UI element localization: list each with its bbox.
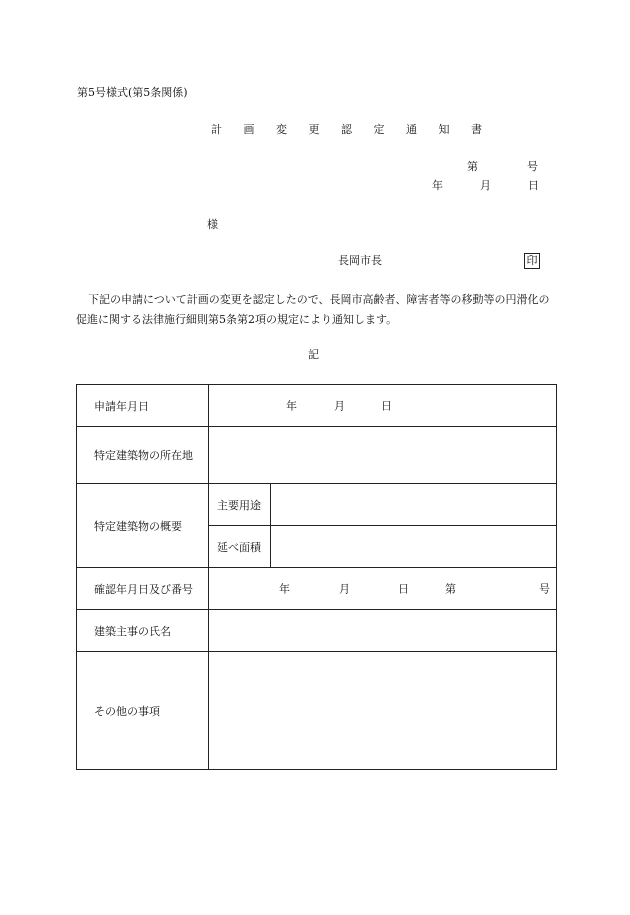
main-use-field[interactable] <box>271 484 557 526</box>
other-label: その他の事項 <box>77 652 209 770</box>
confirmation-label: 確認年月日及び番号 <box>77 568 209 610</box>
application-date-label: 申請年月日 <box>77 385 209 427</box>
doc-number-dai: 第 <box>467 160 478 173</box>
application-date-month: 月 <box>334 399 345 412</box>
confirmation-year: 年 <box>279 582 290 595</box>
addressee-suffix: 様 <box>207 218 218 231</box>
document-title: 計 画 変 更 認 定 通 知 書 <box>211 123 491 136</box>
other-field[interactable] <box>209 652 557 770</box>
date-month: 月 <box>480 179 491 192</box>
application-date-day: 日 <box>381 399 392 412</box>
date-day: 日 <box>528 179 539 192</box>
form-number: 第5号様式(第5条関係) <box>77 86 188 99</box>
location-label: 特定建築物の所在地 <box>77 427 209 484</box>
chief-engineer-label: 建築主事の氏名 <box>77 610 209 652</box>
confirmation-day: 日 <box>398 582 409 595</box>
table-row-other <box>77 652 557 770</box>
application-date-year: 年 <box>286 399 297 412</box>
application-date-field[interactable] <box>209 385 557 427</box>
overview-label: 特定建築物の概要 <box>77 484 209 568</box>
notice-body-text: 下記の申請について計画の変更を認定したので、長岡市高齢者、障害者等の移動等の円滑化の促進に関する法律施行細則第5条第2項の規定により通知します。 <box>76 293 550 326</box>
table-row-location <box>77 427 557 484</box>
confirmation-month: 月 <box>339 582 350 595</box>
confirmation-dai: 第 <box>445 582 456 595</box>
floor-area-field[interactable] <box>271 526 557 568</box>
seal-mark: 印 <box>524 253 540 269</box>
table-row-chief-engineer <box>77 610 557 652</box>
confirmation-go: 号 <box>539 582 550 595</box>
details-table <box>76 384 557 770</box>
notice-body <box>76 290 558 330</box>
location-field[interactable] <box>209 427 557 484</box>
main-use-label: 主要用途 <box>209 484 271 526</box>
confirmation-field[interactable] <box>209 568 557 610</box>
table-row-overview <box>77 484 557 526</box>
doc-number-go: 号 <box>527 160 538 173</box>
chief-engineer-field[interactable] <box>209 610 557 652</box>
table-row-application-date <box>77 385 557 427</box>
date-year: 年 <box>432 179 443 192</box>
floor-area-label: 延べ面積 <box>209 526 271 568</box>
issuer-name: 長岡市長 <box>338 254 382 267</box>
ki-heading: 記 <box>308 348 319 361</box>
table-row-confirmation <box>77 568 557 610</box>
